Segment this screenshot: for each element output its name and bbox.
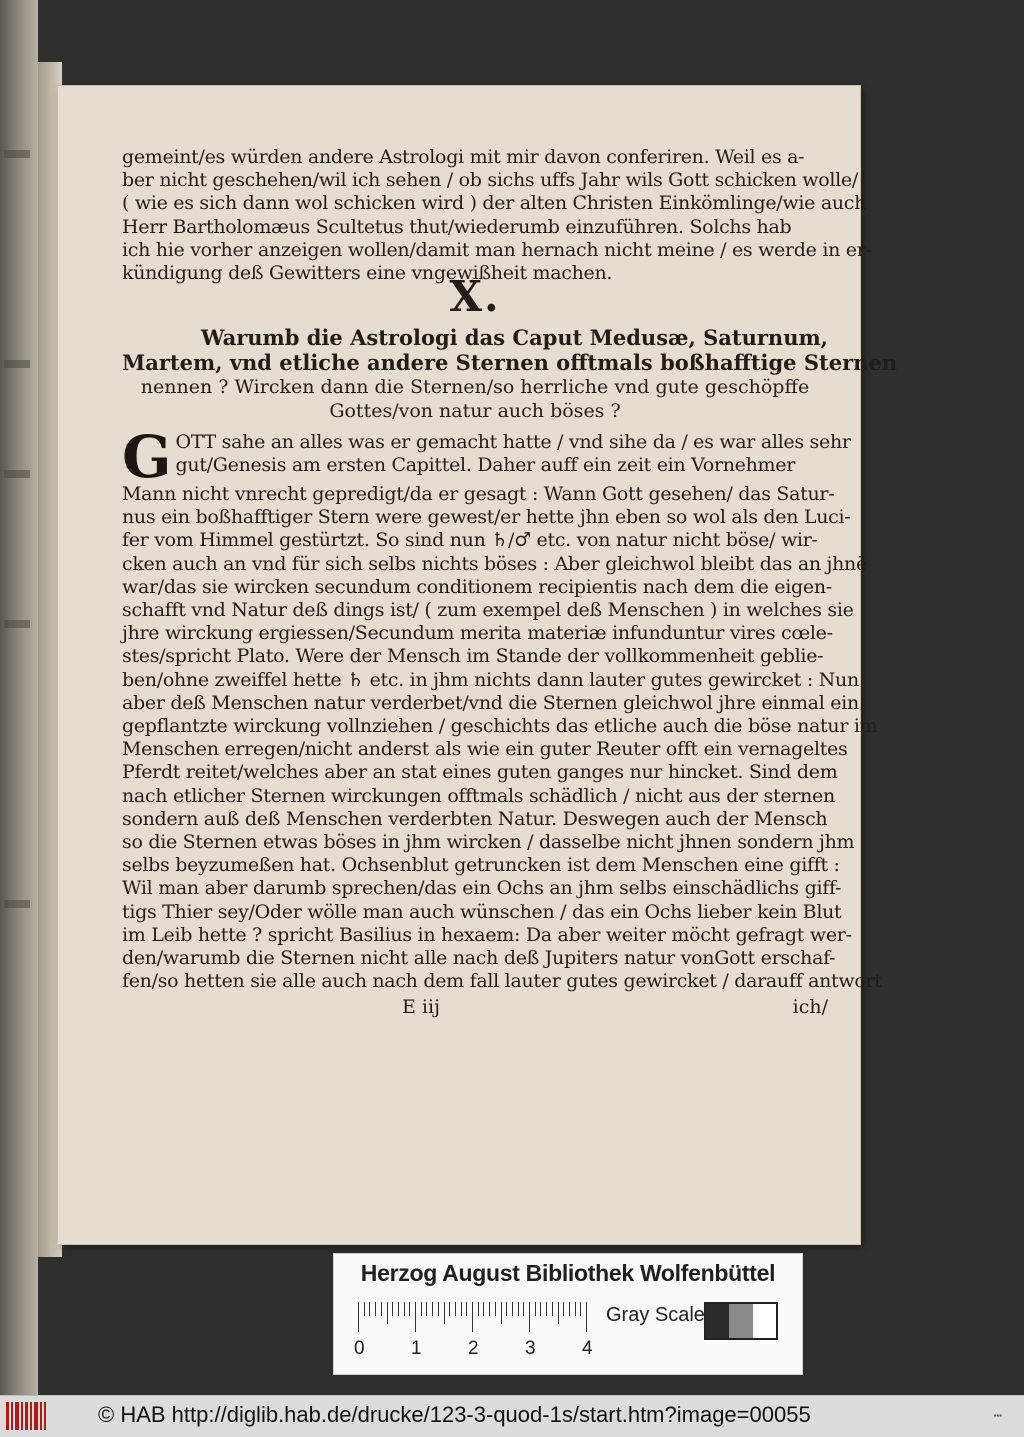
text-line: jhre wirckung ergiessen/Secundum merita materiæ infunduntur vires cœle- — [122, 622, 833, 645]
ruler-number: 1 — [411, 1338, 422, 1359]
chapter-heading-line: Warumb die Astrologi das Caput Medusæ, Saturnum, — [200, 325, 828, 350]
edge-mark — [4, 360, 30, 368]
ruler-tick — [375, 1302, 376, 1316]
text-line: Wil man aber darumb sprechen/das ein Ochs an jhm selbs einschädlichs giff- — [122, 877, 842, 900]
ruler-tick — [404, 1302, 405, 1316]
text-line: selbs beyzumeßen hat. Ochsenblut getruncken ist dem Menschen eine gifft : — [122, 854, 840, 877]
adjacent-page-edge — [0, 0, 38, 1395]
catchword: ich/ — [792, 996, 828, 1019]
text-line: aber deß Menschen natur verderbet/vnd die Sternen gleichwol jhre einmal ein — [122, 691, 859, 714]
ruler-tick — [518, 1302, 519, 1316]
ruler-tick — [478, 1302, 479, 1316]
text-line: ber nicht geschehen/wil ich sehen / ob sichs uffs Jahr wils Gott schicken wolle/ — [122, 169, 858, 192]
text-line: den/warumb die Sternen nicht alle nach deß Jupiters natur vonGott erschaf- — [122, 947, 836, 970]
text-line: Mann nicht vnrecht gepredigt/da er gesagt : Wann Gott gesehen/ das Satur- — [122, 483, 835, 505]
edge-mark — [4, 620, 30, 628]
ruler-tick — [563, 1302, 564, 1316]
ruler-tick — [540, 1302, 541, 1316]
ruler-number: 2 — [468, 1338, 479, 1359]
signature-mark: E iij — [402, 996, 440, 1019]
ruler-tick — [466, 1302, 467, 1316]
corner-mark: ▪▪▪ — [993, 1411, 1002, 1420]
text-line: schafft vnd Natur deß dings ist/ ( zum exempel deß Menschen ) in welches sie — [122, 599, 854, 622]
edge-mark — [4, 150, 30, 158]
footer-bar — [0, 1395, 1024, 1437]
edge-mark — [4, 900, 30, 908]
ruler — [358, 1302, 594, 1332]
text-line: war/das sie wircken secundum conditionem recipientis nach dem die eigen- — [122, 575, 832, 598]
ruler-tick — [523, 1302, 524, 1316]
text-line: fer vom Himmel gestürtzt. So sind nun ♄/♂ etc. von natur nicht böse/ wir- — [122, 529, 818, 552]
text-line: so die Sternen etwas böses in jhm wircken / dasselbe nicht jhnen sondern jhm — [122, 831, 855, 854]
ruler-tick — [449, 1302, 450, 1316]
ruler-tick — [495, 1302, 496, 1316]
ruler-tick — [546, 1302, 547, 1316]
text-line: tigs Thier sey/Oder wölle man auch wünschen / das ein Ochs lieber kein Blut — [122, 900, 842, 923]
ruler-tick — [461, 1302, 462, 1316]
text-line: im Leib hette ? spricht Basilius in hexaem: Da aber weiter möcht gefragt wer- — [122, 923, 852, 946]
ruler-tick — [558, 1302, 559, 1324]
ruler-tick — [426, 1302, 427, 1316]
text-line: Menschen erregen/nicht anderst als wie ein guter Reuter offt ein vernageltes — [122, 738, 848, 761]
ruler-number: 0 — [354, 1338, 365, 1359]
text-line: kündigung deß Gewitters eine vngewißheit machen. — [122, 262, 613, 285]
ruler-number: 4 — [582, 1338, 593, 1359]
text-line: OTT sahe an alles was er gemacht hatte / vnd sihe da / es war alles sehr — [175, 431, 851, 453]
chapter-number: X. — [449, 272, 501, 321]
text-line: Pferdt reitet/welches aber an stat eines guten ganges nur hincket. Sind dem — [122, 761, 838, 784]
gray-scale-label: Gray Scale — [606, 1304, 705, 1326]
book-page — [58, 86, 898, 1244]
copyright-url[interactable]: © HAB http://diglib.hab.de/drucke/123-3-quod-1s/start.htm?image=00055 — [98, 1402, 811, 1427]
ruler-tick — [444, 1302, 445, 1324]
ruler-tick — [364, 1302, 365, 1316]
ruler-tick — [489, 1302, 490, 1316]
text-line: ben/ohne zweiffel hette ♄ etc. in jhm nichts dann lauter gutes gewircket : Nun — [122, 668, 859, 691]
edge-mark — [4, 470, 30, 478]
text-line: nach etlicher Sternen wirckungen offtmals schädlich / nicht aus der sternen — [122, 784, 835, 807]
hab-logo-icon — [6, 1402, 46, 1430]
ruler-tick — [387, 1302, 388, 1324]
text-line: gepflantzte wirckung vollnziehen / geschichts das etliche auch die böse natur im — [122, 715, 878, 738]
ruler-tick — [398, 1302, 399, 1316]
text-line: ( wie es sich dann wol schicken wird ) der alten Christen Einkömlinge/wie auch — [122, 192, 867, 215]
ruler-tick — [381, 1302, 382, 1316]
text-line: ich hie vorher anzeigen wollen/damit man hernach nicht meine / es werde in er- — [122, 238, 872, 261]
ruler-tick — [409, 1302, 410, 1316]
ruler-tick — [569, 1302, 570, 1316]
ruler-tick — [535, 1302, 536, 1316]
text-line: sondern auß deß Menschen verderbten Natur. Deswegen auch der Mensch — [122, 807, 828, 830]
ruler-tick — [369, 1302, 370, 1316]
ruler-tick — [512, 1302, 513, 1316]
page-footer — [122, 995, 828, 1019]
text-line: nus ein boßhafftiger Stern were gewest/er hette jhn eben so wol als den Luci- — [122, 506, 851, 529]
first-paragraph — [122, 146, 872, 285]
gray-swatch-mid — [729, 1304, 752, 1338]
text-line: cken auch an vnd für sich selbs nichts böses : Aber gleichwol bleibt das an jhnē — [122, 552, 867, 575]
ruler-number: 3 — [525, 1338, 536, 1359]
ruler-tick — [421, 1302, 422, 1316]
text-line: Herr Bartholomæus Scultetus thut/wiederumb einzuführen. Solchs hab — [122, 215, 792, 238]
gray-scale-swatches — [704, 1302, 778, 1340]
text-line: gut/Genesis am ersten Capittel. Daher auff ein zeit ein Vornehmer — [175, 454, 795, 477]
ruler-tick — [455, 1302, 456, 1316]
ruler-tick — [501, 1302, 502, 1324]
library-title: Herzog August Bibliothek Wolfenbüttel — [360, 1260, 776, 1286]
ruler-tick — [415, 1302, 416, 1332]
gray-swatch-dark — [706, 1304, 729, 1338]
ruler-tick — [575, 1302, 576, 1316]
ruler-tick — [552, 1302, 553, 1316]
body-paragraph — [122, 423, 882, 1019]
ruler-tick — [529, 1302, 530, 1332]
drop-cap: G — [122, 423, 172, 491]
page-text — [122, 146, 898, 1019]
text-line: fen/so hetten sie alle auch nach dem fall lauter gutes gewircket / darauff antwort — [122, 970, 882, 993]
text-line: gemeint/es würden andere Astrologi mit mir davon conferiren. Weil es a- — [122, 146, 805, 168]
ruler-tick — [586, 1302, 587, 1332]
ruler-tick — [358, 1302, 359, 1332]
text-line: stes/spricht Plato. Were der Mensch im Stande der vollkommenheit geblie- — [122, 645, 824, 668]
gray-swatch-light — [753, 1304, 776, 1338]
chapter-heading-line: Gottes/von natur auch böses ? — [329, 400, 621, 422]
ruler-tick — [472, 1302, 473, 1332]
ruler-tick — [506, 1302, 507, 1316]
ruler-tick — [432, 1302, 433, 1316]
chapter-heading-line: nennen ? Wircken dann die Sternen/so herrliche vnd gute geschöpffe — [140, 376, 810, 398]
ruler-tick — [483, 1302, 484, 1316]
color-scale-card — [333, 1253, 803, 1375]
ruler-tick — [438, 1302, 439, 1316]
ruler-tick — [392, 1302, 393, 1316]
chapter-heading-line: Martem, vnd etliche andere Sternen offtmals boßhafftige Sternen — [122, 350, 898, 375]
ruler-tick — [580, 1302, 581, 1316]
